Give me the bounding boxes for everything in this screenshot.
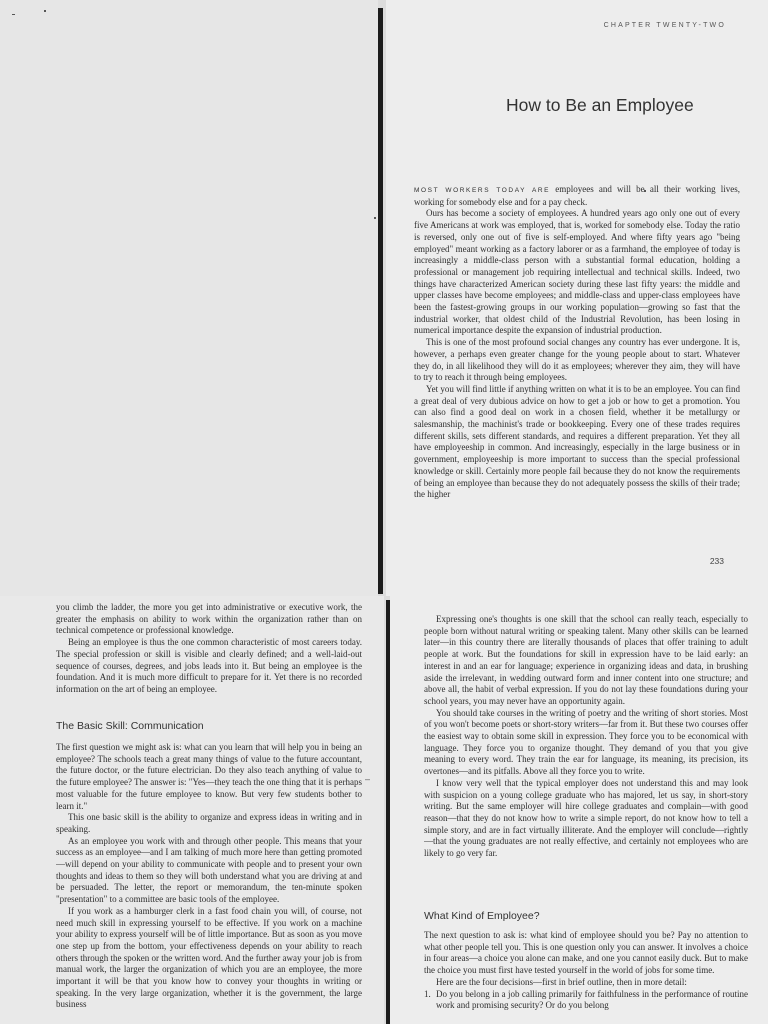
chapter-opening-text [414,184,740,530]
body-paragraph: The next question to ask is: what kind of employee should you be? Pay no attention to what other people tell you. This is one question only you can answer. It involves a choice in four areas—a choice you alone can make, and one you cannot easily duck. But to make the choice you must first have tested yourself in the world of jobs for some time. [424,930,748,976]
section-heading: The Basic Skill: Communication [56,720,204,732]
continued-right-page [390,596,768,1024]
chapter-opening-page [386,0,768,596]
body-paragraph: I know very well that the typical employer does not understand this and may look with suspicion on a young college graduate who has majored, let us say, in short-story writing. But the same employer will hire college graduates and complain—with good reason—that they do not know how to write a simple report, do not know how to tell a simple story, and are in fact virtually illiterate. And the employer will conclude—rightly—that the young graduates are not really effective, and certainly not employees who are likely to go very far. [424,777,748,859]
page-number: 233 [709,556,724,566]
body-paragraph: The first question we might ask is: what can you learn that will help you in being an employee? The schools teach a great many things of value to the future accountant, the future doctor, or the future electrician. Do they also teach anything of value to the future employee? The answer is: "Yes—they teach the one thing that it is perhaps most valuable for the future employee to know. But very few students bother to learn it." [56,742,362,811]
numbered-list-item [424,989,748,1012]
opening-paragraph-text: employees and will be all their working lives, working for somebody else and for a pay check. [414,184,740,207]
scan-speck [44,10,46,12]
scan-speck [12,14,15,15]
blank-facing-page [0,0,378,596]
list-item-text: Do you belong in a job calling primarily for faithfulness in the performance of routine work and promising security? Or do you belong [436,988,748,1011]
section-heading: What Kind of Employee? [424,910,540,922]
section-text [424,930,748,1024]
body-paragraph: This is one of the most profound social changes any country has ever undergone. It is, however, a perhaps even greater change for the young people about to start. Whatever they do, in all likelihood they will do it as employees; wherever they aim, they will have to try to reach it through being employees. [414,337,740,383]
continued-left-page [0,596,384,1024]
body-paragraph: Here are the four decisions—first in brief outline, then in more detail: [436,976,687,987]
body-paragraph: Ours has become a society of employees. A hundred years ago only one out of every five Americans at work was employed, that is, worked for somebody else. Today the ratio is reversed, only one out of five is self-employed. And where fifty years ago "being employed" meant working as a factory laborer or as a farmhand, the employee of today is increasingly a middle-class person with a substantial formal education, holding a professional or management job requiring intellectual and technical skills. Indeed, two things have characterized American society during these last fifty years: the middle and upper classes have become employees; and middle-class and upper-class employees have been the fastest-growing groups in our working population—growing so fast that the industrial worker, that oldest child of the Industrial Revolution, has been losing in numerical importance despite the expansion of industrial production. [414,208,740,336]
scan-speck [374,217,376,219]
margin-mark: – [364,774,370,784]
continuation-paragraph: you climb the ladder, the more you get into administrative or executive work, the greater the emphasis on ability to work within the organization rather than on technical competence or professional knowledge. [56,602,362,636]
body-paragraph: Expressing one's thoughts is one skill that the school can really teach, especially to people born without natural writing or speaking talent. Many other skills can be learned later—in this country there are literally thousands of places that offer training to adult people at work. But the foundations for skill in expression have to be laid early: an interest in and an ear for language; experience in organizing ideas and data, in brushing aside the irrelevant, in wedding outward form and inner content into one structure; and above all, the habit of verbal expression. If you do not lay these foundations during your school years, you may never have an opportunity again. [424,614,748,706]
body-paragraph: This one basic skill is the ability to organize and express ideas in writing and in speaking. [56,812,362,834]
body-paragraph: If you work as a hamburger clerk in a fast food chain you will, of course, not need much skill in expressing yourself to be effective. If you work on a machine your ability to express yourself will be of little importance. But as soon as you move one step up from the bottom, your effectiveness depends on your ability to reach others through the spoken or the written word. And the further away your job is from manual work, the larger the organization of which you are an employee, the more important it will be that you know how to convey your thoughts in writing or speaking. In the very large organization, whether it is the government, the large business [56,905,362,1010]
body-paragraph: You should take courses in the writing of poetry and the writing of short stories. Most of you won't become poets or short-story writers—far from it. But these two courses offer the easiest way to obtain some skill in expression. They force you to be economical with language. They force you to organize thought. They demand of you that you give meaning to every word. They train the ear for language, its meaning, its precision, its overtones—and its pitfalls. Above all they force you to write. [424,707,748,777]
opening-paragraph [414,184,740,208]
running-head: CHAPTER TWENTY-TWO [603,22,726,29]
body-paragraph: Being an employee is thus the one common characteristic of most careers today. The special profession or skill is visible and clearly defined; and a well-laid-out sequence of courses, degrees, and jobs leads into it. But being an employee is the foundation. And it is much more difficult to prepare for it. Yet there is no recorded information on the art of being an employee. [56,637,362,694]
body-paragraph: As an employee you work with and through other people. This means that your success as an employee—and I am talking of much more here than getting promoted—will depend on your ability to communicate with people and to present your own thoughts and ideas to them so they will both understand what you are driving at and be persuaded. The letter, the report or memorandum, the ten-minute spoken "presentation" to a committee are basic tools of the employee. [56,835,362,905]
continued-text [424,614,748,892]
continued-text [56,602,362,710]
smallcaps-lead: MOST WORKERS TODAY ARE [414,187,551,194]
book-spine-top [378,8,383,594]
section-text [56,742,362,1024]
chapter-title: How to Be an Employee [506,95,694,115]
body-paragraph: Yet you will find little if anything written on what it is to be an employee. You can find a great deal of very dubious advice on how to get a job or how to get a promotion. You can also find a good deal on work in a chosen field, whether it be metallurgy or salesmanship, the machinist's trade or bookkeeping. Every one of these trades requires different skills, sets different standards, and requires a different preparation. Yet they all have employeeship in common. And increasingly, especially in the large business or in government, employeeship is more important to success than the special professional knowledge or skill. Certainly more people fail because they do not know the requirements of being an employee than because they do not adequately possess the skills of their trade; the higher [414,383,740,500]
list-number: 1. [424,988,431,999]
